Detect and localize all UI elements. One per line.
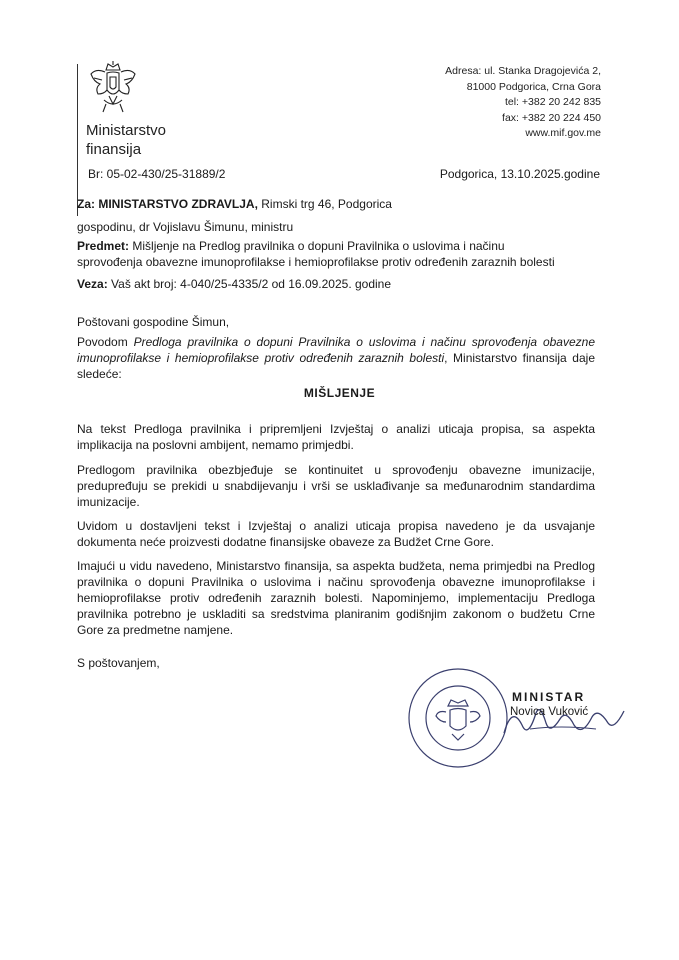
salutation: Poštovani gospodine Šimun, [77, 315, 230, 329]
recipient-name: MINISTARSTVO ZDRAVLJA, [98, 197, 258, 211]
recipient-label: Za: [77, 197, 95, 211]
signature-name: Novica Vuković [510, 706, 589, 718]
paragraph-4 [77, 558, 595, 638]
subject-label: Predmet: [77, 239, 130, 253]
signature-title: MINISTAR [512, 690, 586, 704]
official-round-stamp-icon [406, 666, 510, 775]
intro-prefix: Povodom [77, 335, 128, 349]
subject-line2: sprovođenja obavezne imunoprofilakse i hemioprofilakse protiv određenih zaraznih bolesti [77, 255, 555, 269]
paragraph-2 [77, 462, 595, 510]
header-divider-line [77, 64, 78, 216]
connection [77, 276, 595, 292]
address-website: www.mif.gov.me [525, 127, 601, 139]
paragraph-2-text: Predlogom pravilnika obezbjeđuje se kontinuitet u sprovođenju obavezne imunizacije, predupređuju se prekidi u snabdijevanju i vrši se usklađivanje sa međunarodnim standardima imunizacije. [77, 463, 595, 509]
ministry-name [86, 121, 166, 159]
ministry-name-line1: Ministarstvo [86, 122, 167, 139]
ministry-address [445, 64, 601, 142]
intro-suffix: , Ministarstvo finansija daje sledeće: [77, 351, 595, 381]
reference-number: Br: 05-02-430/25-31889/2 [88, 167, 226, 181]
opinion-heading: MIŠLJENJE [303, 386, 376, 400]
recipient-address: Rimski trg 46, Podgorica [261, 197, 392, 211]
paragraph-1-text: Na tekst Predloga pravilnika i pripremljeni Izvještaj o analizi uticaja propisa, sa aspekta implikacija na poslovni ambijent, nemamo primjedbi. [77, 422, 595, 452]
intro-document-title: Predloga pravilnika o dopuni Pravilnika o uslovima i načinu sprovođenja obavezne imunoprofilakse i hemioprofilakse protiv određenih zaraznih bolesti [77, 335, 595, 365]
place-date: Podgorica, 13.10.2025.godine [439, 167, 600, 181]
montenegro-coat-of-arms-icon [88, 60, 138, 121]
paragraph-4-text: Imajući u vidu navedeno, Ministarstvo finansija, sa aspekta budžeta, nema primjedbi na Predlog pravilnika o dopuni Pravilnika o uslovima i načinu sprovođenja obavezne imunoprofilakse i hemioprofilakse protiv određenih zaraznih bolesti. Napominjemo, implementaciju Predloga pravilnika potrebno je uskladiti sa sredstvima planiranim godišnjim zakonom o budžetu Crne Gore za predmetne namjene. [77, 559, 595, 637]
recipient-line [77, 196, 595, 212]
paragraph-3 [77, 518, 595, 550]
address-phone: tel: +382 20 242 835 [504, 96, 601, 108]
address-city: 81000 Podgorica, Crna Gora [466, 80, 601, 93]
subject [77, 238, 595, 270]
address-line: Adresa: ul. Stanka Dragojevića 2, [445, 65, 601, 77]
intro-paragraph [77, 334, 595, 382]
ministry-name-line2: finansija [86, 141, 142, 158]
recipient-person: gospodinu, dr Vojislavu Šimunu, ministru [77, 220, 294, 234]
paragraph-3-text: Uvidom u dostavljeni tekst i Izvještaj o analizi uticaja propisa navedeno je da usvajanje dokumenta neće proizvesti dodatne finansijske obaveze za Budžet Crne Gore. [77, 519, 595, 549]
subject-line1: Mišljenje na Predlog pravilnika o dopuni Pravilnika o uslovima i načinu [132, 239, 505, 253]
paragraph-1 [77, 421, 595, 453]
address-fax: fax: +382 20 224 450 [502, 111, 601, 124]
connection-label: Veza: [77, 277, 108, 291]
closing: S poštovanjem, [77, 656, 160, 670]
connection-text: Vaš akt broj: 4-040/25-4335/2 od 16.09.2025. godine [111, 277, 392, 291]
